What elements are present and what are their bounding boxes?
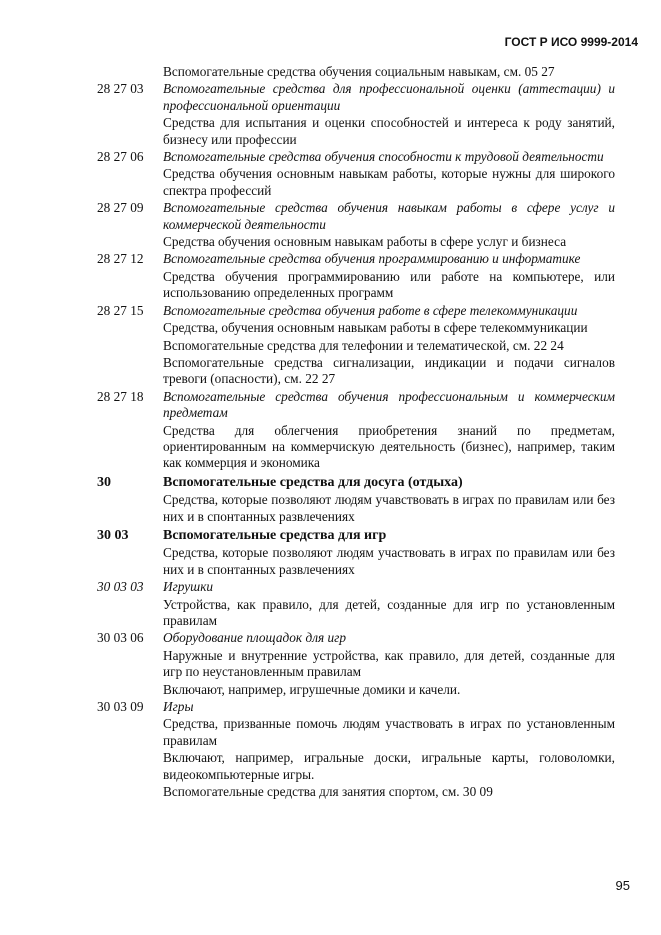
- class-title: Вспомогательные средства обучения программированию и информатике: [163, 251, 581, 267]
- list-item: [97, 251, 615, 302]
- class-title: Вспомогательные средства для досуга (отдыха): [163, 474, 463, 490]
- list-item: [97, 475, 615, 526]
- class-code: 28 27 06: [97, 149, 144, 165]
- class-code: 30 03 06: [97, 630, 144, 646]
- class-description: Средства, которые позволяют людям участвовать в играх по правилам или без них и в спонтанных развлечениях: [163, 545, 615, 577]
- classification-list: [97, 64, 615, 801]
- class-code: 28 27 09: [97, 200, 144, 216]
- class-code: 28 27 15: [97, 302, 144, 318]
- note-text: Вспомогательные средства обучения социальным навыкам, см. 05 27: [163, 64, 555, 79]
- class-code: 28 27 18: [97, 388, 144, 404]
- list-item: [97, 303, 615, 389]
- class-code: 28 27 03: [97, 81, 144, 97]
- class-description: Устройства, как правило, для детей, созданные для игр по установленным правилам: [163, 596, 615, 628]
- class-description: Наружные и внутренние устройства, как правило, для детей, созданные для игр по неустановленным правилам: [163, 647, 615, 680]
- class-code: 30: [97, 474, 111, 490]
- class-description: Средства для облегчения приобретения знаний по предметам, ориентированным на коммерчискую деятельность (бизнес), например, таким как коммерция и экономика: [163, 422, 615, 471]
- class-code: 30 03 09: [97, 699, 144, 715]
- class-title: Игры: [163, 699, 194, 715]
- list-item: [97, 699, 615, 801]
- class-note: Включают, например, игральные доски, игральные карты, головоломки, видеокомпьютерные игры.: [163, 750, 615, 782]
- class-code: 30 03 03: [97, 579, 144, 595]
- class-description: Средства обучения основным навыкам работы в сфере услуг и бизнеса: [163, 234, 567, 250]
- class-code: 30 03: [97, 527, 129, 543]
- class-code: 28 27 12: [97, 251, 144, 267]
- class-title: Вспомогательные средства для профессиональной оценки (аттестации) и профессиональной ориентации: [163, 81, 615, 113]
- list-item: [97, 149, 615, 200]
- cross-reference: Вспомогательные средства сигнализации, индикации и подачи сигналов тревоги (опасности), см. 22 27: [163, 354, 615, 387]
- class-note: Включают, например, игрушечные домики и качели.: [163, 681, 461, 697]
- list-item: [97, 579, 615, 630]
- list-item: [97, 200, 615, 251]
- document-header: ГОСТ Р ИСО 9999-2014: [504, 35, 638, 49]
- class-description: Средства, которые позволяют людям учавствовать в играх по правилам или без них и в спонтанных развлечениях: [163, 492, 615, 524]
- list-item: [97, 81, 615, 149]
- class-description: Средства обучения основным навыкам работы, которые нужны для широкого спектра профессий: [163, 166, 615, 198]
- class-title: Вспомогательные средства обучения способности к трудовой деятельности: [163, 149, 604, 165]
- cross-reference: Вспомогательные средства для занятия спортом, см. 30 09: [163, 784, 493, 800]
- class-title: Оборудование площадок для игр: [163, 630, 346, 646]
- class-title: Вспомогательные средства для игр: [163, 527, 387, 543]
- class-title: Вспомогательные средства обучения работе в сфере телекоммуникации: [163, 302, 578, 318]
- class-title: Вспомогательные средства обучения профессиональным и коммерческим предметам: [163, 388, 615, 421]
- page-number: 95: [615, 878, 630, 893]
- cross-reference: Вспомогательные средства для телефонии и телематической, см. 22 24: [163, 337, 564, 353]
- list-item: [97, 528, 615, 579]
- class-description: Средства, обучения основным навыкам работы в сфере телекоммуникации: [163, 320, 588, 336]
- class-description: Средства, призванные помочь людям участвовать в играх по установленным правилам: [163, 716, 615, 748]
- list-item: [97, 389, 615, 473]
- class-title: Игрушки: [163, 579, 214, 595]
- class-description: Средства обучения программированию или работе на компьютере, или использованию определенных программ: [163, 268, 615, 301]
- list-item: [97, 64, 615, 81]
- class-title: Вспомогательные средства обучения навыкам работы в сфере услуг и коммерческой деятельности: [163, 200, 615, 232]
- list-item: [97, 630, 615, 699]
- class-description: Средства для испытания и оценки способностей и интереса к роду занятий, бизнесу или профессии: [163, 115, 615, 147]
